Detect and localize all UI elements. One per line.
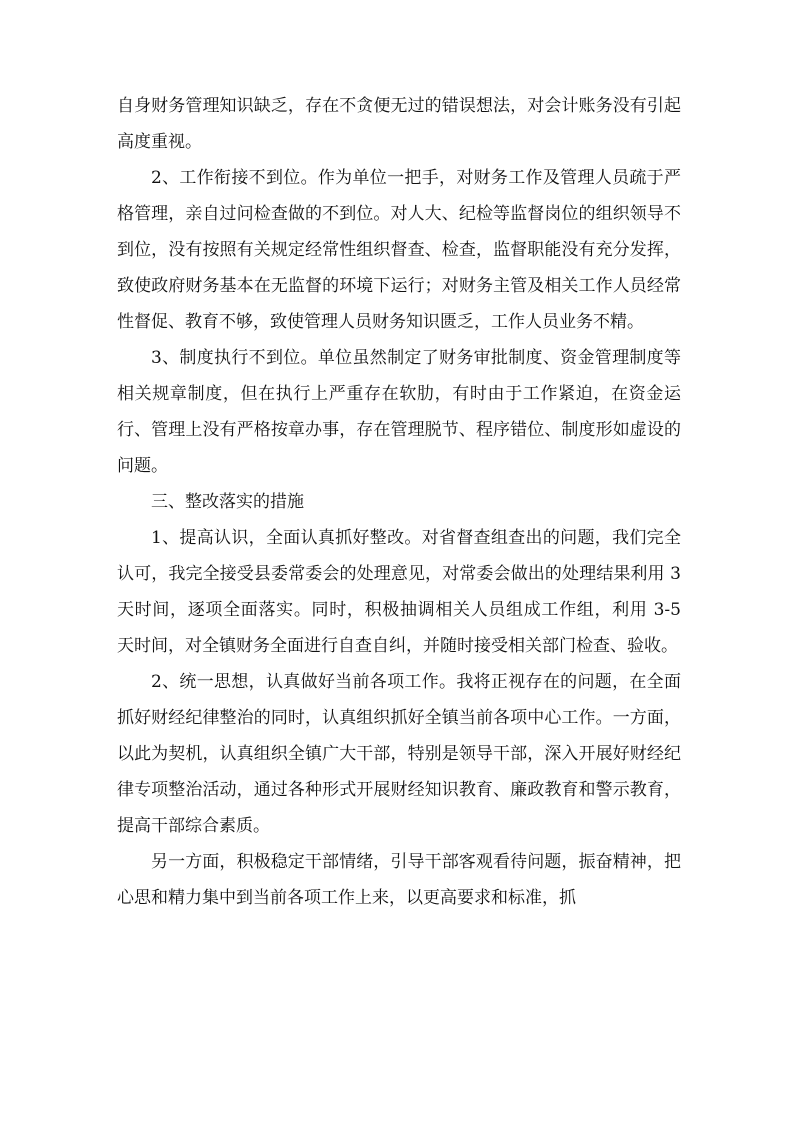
section-heading-measures: 三、整改落实的措施: [151, 492, 304, 512]
document-body: [117, 88, 681, 916]
paragraph-improve-awareness: 1、提高认识，全面认真抓好整改。对省督查组查出的问题，我们完全认可，我完全接受县委常委会的处理意见，对常委会做出的处理结果利用 3 天时间，逐项全面落实。同时，积极抽调相关人员组成工作组，利用 3-5 天时间，对全镇财务全面进行自查自纠，并随时接受相关部门检查、验收。: [117, 528, 681, 656]
paragraph-other-aspect: 另一方面，积极稳定干部情绪，引导干部客观看待问题，振奋精神，把心思和精力集中到当前各项工作上来，以更高要求和标准，抓: [117, 852, 681, 908]
paragraph-unify-thinking: 2、统一思想，认真做好当前各项工作。我将正视存在的问题，在全面抓好财经纪律整治的同时，认真组织抓好全镇当前各项中心工作。一方面，以此为契机，认真组织全镇广大干部，特别是领导干部，深入开展好财经纪律专项整治活动，通过各种形式开展财经知识教育、廉政教育和警示教育，提高干部综合素质。: [117, 672, 681, 836]
paragraph-continuation: 自身财务管理知识缺乏，存在不贪便无过的错误想法，对会计账务没有引起高度重视。: [117, 96, 681, 152]
paragraph-work-handover: 2、工作衔接不到位。作为单位一把手，对财务工作及管理人员疏于严格管理，亲自过问检查做的不到位。对人大、纪检等监督岗位的组织领导不到位，没有按照有关规定经常性组织督查、检查，监督职能没有充分发挥，致使政府财务基本在无监督的环境下运行；对财务主管及相关工作人员经常性督促、教育不够，致使管理人员财务知识匮乏，工作人员业务不精。: [117, 168, 681, 332]
paragraph-system-execution: 3、制度执行不到位。单位虽然制定了财务审批制度、资金管理制度等相关规章制度，但在执行上严重存在软肋，有时由于工作紧迫，在资金运行、管理上没有严格按章办事，存在管理脱节、程序错位、制度形如虚设的问题。: [117, 348, 681, 476]
